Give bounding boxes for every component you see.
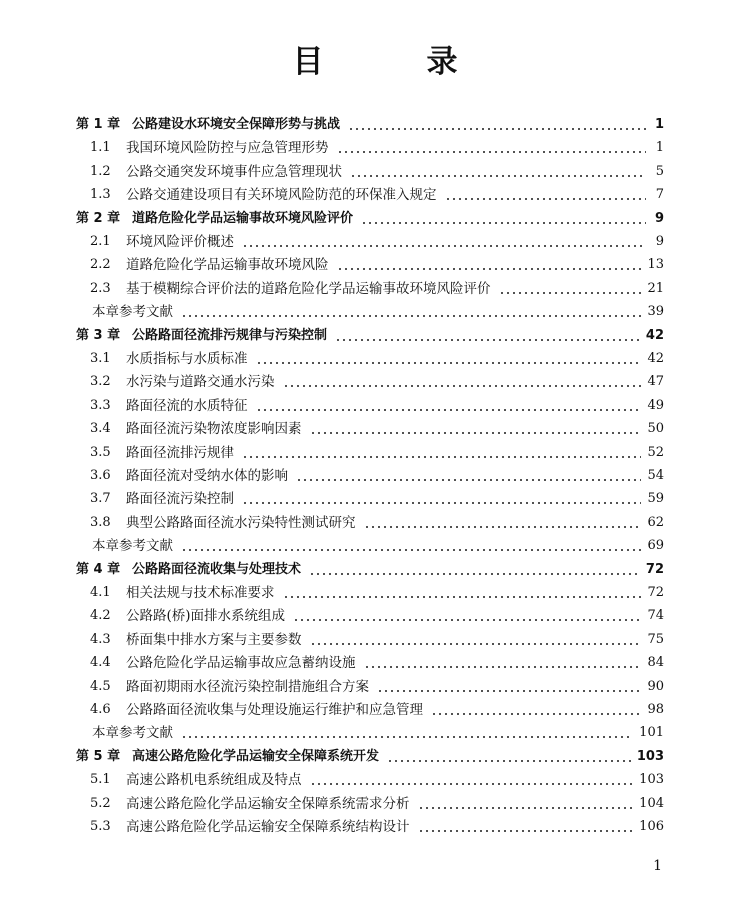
toc-section-row[interactable] bbox=[76, 414, 664, 438]
toc-entry-number: 3.7 bbox=[90, 491, 111, 507]
dot-leader bbox=[242, 456, 641, 458]
toc-section-row[interactable] bbox=[76, 391, 664, 415]
toc-entry-page: 9 bbox=[654, 210, 664, 226]
dot-leader bbox=[181, 549, 641, 551]
dot-leader bbox=[293, 619, 641, 621]
toc-entry-number: 5.2 bbox=[90, 795, 111, 811]
toc-entry-title: 公路路面径流排污规律与污染控制 bbox=[132, 327, 328, 343]
toc-entry-number: 3.1 bbox=[90, 351, 111, 366]
toc-entry-title: 路面径流的水质特征 bbox=[126, 397, 248, 414]
toc-entry-number: 1.1 bbox=[90, 140, 111, 156]
toc-chapter-row[interactable] bbox=[76, 204, 664, 228]
toc-entry-number: 第 1 章 bbox=[76, 117, 121, 132]
toc-section-row[interactable] bbox=[76, 227, 664, 251]
toc-entry-title: 高速公路危险化学品运输安全保障系统结构设计 bbox=[126, 819, 410, 835]
dot-leader bbox=[350, 175, 646, 177]
toc-section-row[interactable] bbox=[76, 812, 664, 836]
dot-leader bbox=[361, 222, 646, 224]
toc-entry-number: 4.3 bbox=[90, 631, 111, 647]
toc-entry-title: 路面径流排污规律 bbox=[126, 444, 234, 461]
toc-entry-page: 52 bbox=[647, 444, 664, 460]
toc-entry-page: 9 bbox=[655, 234, 664, 249]
toc-entry-title: 水质指标与水质标准 bbox=[126, 351, 248, 367]
toc-section-row[interactable] bbox=[76, 157, 664, 181]
toc-entry-number: 第 3 章 bbox=[76, 327, 121, 343]
toc-entry-title: 本章参考文献 bbox=[92, 538, 173, 555]
page-title: 目 录 bbox=[292, 44, 494, 80]
toc-entry-number: 1.2 bbox=[90, 163, 111, 179]
toc-section-row[interactable] bbox=[76, 250, 664, 274]
dot-leader bbox=[181, 315, 641, 317]
toc-entry-title: 本章参考文献 bbox=[92, 725, 173, 742]
dot-leader bbox=[310, 643, 642, 645]
toc-entry-number: 第 4 章 bbox=[76, 561, 121, 577]
dot-leader bbox=[377, 690, 641, 692]
toc-section-row[interactable] bbox=[76, 648, 664, 672]
dot-leader bbox=[296, 479, 641, 481]
dot-leader bbox=[364, 526, 642, 528]
toc-section-row[interactable] bbox=[76, 789, 664, 813]
dot-leader bbox=[431, 713, 641, 715]
toc-entry-page: 42 bbox=[645, 327, 664, 343]
toc-entry-page: 1 bbox=[654, 117, 664, 132]
dot-leader bbox=[256, 409, 642, 411]
toc-section-row[interactable] bbox=[76, 367, 664, 391]
toc-entry-title: 路面径流对受纳水体的影响 bbox=[126, 468, 288, 484]
dot-leader bbox=[283, 385, 642, 387]
toc-entry-number: 5.1 bbox=[90, 772, 111, 788]
toc-entry-number: 3.6 bbox=[90, 468, 111, 483]
toc-entry-number: 2.1 bbox=[90, 234, 111, 249]
toc-entry-title: 道路危险化学品运输事故环境风险 bbox=[126, 257, 329, 274]
toc-entry-title: 高速公路机电系统组成及特点 bbox=[126, 772, 302, 789]
toc-entry-title: 公路交通突发环境事件应急管理现状 bbox=[126, 163, 342, 180]
toc-entry-page: 104 bbox=[639, 795, 664, 811]
toc-entry-page: 90 bbox=[647, 678, 664, 694]
toc-entry-number: 3.4 bbox=[90, 421, 111, 437]
toc-entry-number: 5.3 bbox=[90, 819, 111, 834]
toc-entry-title: 高速公路危险化学品运输安全保障系统开发 bbox=[132, 748, 380, 764]
dot-leader bbox=[445, 198, 647, 200]
toc-entry-page: 101 bbox=[639, 725, 664, 741]
dot-leader bbox=[256, 362, 642, 364]
toc-section-row[interactable] bbox=[76, 484, 664, 508]
toc-entry-page: 74 bbox=[647, 608, 664, 624]
toc-section-row[interactable] bbox=[76, 180, 664, 204]
toc-entry-page: 62 bbox=[647, 514, 664, 530]
toc-entry-page: 84 bbox=[647, 655, 664, 671]
dot-leader bbox=[348, 128, 646, 130]
toc-section-row[interactable] bbox=[76, 578, 664, 602]
toc-entry-number: 第 5 章 bbox=[76, 748, 121, 764]
toc-entry-title: 本章参考文献 bbox=[92, 304, 173, 321]
toc-entry-title: 高速公路危险化学品运输安全保障系统需求分析 bbox=[126, 795, 410, 812]
toc-section-row[interactable] bbox=[76, 438, 664, 462]
toc-entry-page: 69 bbox=[647, 538, 664, 554]
toc-entry-page: 1 bbox=[655, 140, 664, 156]
toc-entry-title: 我国环境风险防控与应急管理形势 bbox=[126, 140, 329, 157]
toc-entry-title: 公路危险化学品运输事故应急蓄纳设施 bbox=[126, 655, 356, 672]
toc-chapter-row[interactable] bbox=[76, 110, 664, 134]
dot-leader bbox=[418, 830, 634, 832]
toc-entry-number: 2.2 bbox=[90, 257, 111, 273]
dot-leader bbox=[335, 339, 640, 341]
dot-leader bbox=[181, 736, 633, 738]
dot-leader bbox=[242, 502, 641, 504]
dot-leader bbox=[387, 760, 631, 762]
dot-leader bbox=[337, 268, 642, 270]
toc-entry-title: 公路路面径流收集与处理技术 bbox=[132, 561, 302, 577]
toc-entry-title: 路面径流污染控制 bbox=[126, 491, 234, 508]
toc-section-row[interactable] bbox=[76, 274, 664, 298]
toc-entry-title: 典型公路路面径流水污染特性测试研究 bbox=[126, 514, 356, 531]
toc-references-row[interactable] bbox=[76, 531, 664, 555]
toc-entry-number: 4.6 bbox=[90, 702, 111, 717]
toc-entry-number: 3.2 bbox=[90, 374, 111, 390]
toc-section-row[interactable] bbox=[76, 765, 664, 789]
toc-entry-page: 106 bbox=[639, 819, 664, 834]
toc-entry-number: 1.3 bbox=[90, 187, 111, 203]
toc-chapter-row[interactable] bbox=[76, 742, 664, 766]
toc-entry-title: 桥面集中排水方案与主要参数 bbox=[126, 631, 302, 648]
toc-entry-page: 54 bbox=[647, 468, 664, 483]
toc-entry-page: 5 bbox=[655, 163, 664, 179]
toc-entry-page: 39 bbox=[647, 304, 664, 320]
toc-entry-number: 4.1 bbox=[90, 585, 111, 600]
toc-entry-page: 103 bbox=[639, 772, 664, 788]
toc-entry-number: 3.5 bbox=[90, 444, 111, 460]
toc-section-row[interactable] bbox=[76, 672, 664, 696]
toc-section-row[interactable] bbox=[76, 461, 664, 485]
toc-entry-number: 2.3 bbox=[90, 280, 111, 296]
toc-entry-number: 第 2 章 bbox=[76, 210, 121, 226]
toc-references-row[interactable] bbox=[76, 718, 664, 742]
dot-leader bbox=[283, 596, 642, 598]
toc-chapter-row[interactable] bbox=[76, 321, 664, 345]
toc-entry-number: 3.8 bbox=[90, 514, 111, 530]
toc-entry-page: 103 bbox=[636, 748, 664, 764]
dot-leader bbox=[364, 666, 642, 668]
dot-leader bbox=[418, 807, 634, 809]
dot-leader bbox=[242, 245, 646, 247]
toc-entry-page: 72 bbox=[645, 561, 664, 577]
toc-entry-title: 公路路面径流收集与处理设施运行维护和应急管理 bbox=[126, 702, 423, 718]
page-number: 1 bbox=[653, 858, 662, 874]
toc-entry-page: 75 bbox=[647, 631, 664, 647]
toc-chapter-row[interactable] bbox=[76, 555, 664, 579]
toc-entry-number: 4.4 bbox=[90, 655, 111, 671]
toc-entry-title: 路面径流污染物浓度影响因素 bbox=[126, 421, 302, 438]
toc-entry-title: 相关法规与技术标准要求 bbox=[126, 585, 275, 601]
toc-section-row[interactable] bbox=[76, 695, 664, 719]
toc-entry-page: 13 bbox=[647, 257, 664, 273]
toc-entry-number: 4.2 bbox=[90, 608, 111, 624]
toc-entry-page: 21 bbox=[647, 280, 664, 296]
dot-leader bbox=[310, 432, 642, 434]
toc-entry-title: 环境风险评价概述 bbox=[126, 234, 234, 250]
toc-entry-title: 基于模糊综合评价法的道路危险化学品运输事故环境风险评价 bbox=[126, 280, 491, 297]
toc-section-row[interactable] bbox=[76, 133, 664, 157]
dot-leader bbox=[337, 151, 647, 153]
toc-entry-page: 50 bbox=[647, 421, 664, 437]
toc-references-row[interactable] bbox=[76, 297, 664, 321]
toc-entry-number: 4.5 bbox=[90, 678, 111, 694]
toc-entry-title: 路面初期雨水径流污染控制措施组合方案 bbox=[126, 678, 369, 695]
toc-section-row[interactable] bbox=[76, 601, 664, 625]
toc-entry-number: 3.3 bbox=[90, 397, 111, 413]
toc-entry-page: 59 bbox=[647, 491, 664, 507]
toc-entry-title: 道路危险化学品运输事故环境风险评价 bbox=[132, 210, 354, 226]
toc-section-row[interactable] bbox=[76, 625, 664, 649]
toc-entry-page: 47 bbox=[647, 374, 664, 390]
toc-entry-title: 公路交通建设项目有关环境风险防范的环保准入规定 bbox=[126, 187, 437, 204]
dot-leader bbox=[499, 292, 642, 294]
toc-entry-title: 公路路(桥)面排水系统组成 bbox=[126, 608, 286, 625]
toc-entry-page: 49 bbox=[647, 397, 664, 413]
toc-entry-page: 7 bbox=[655, 187, 664, 203]
toc-entry-title: 水污染与道路交通水污染 bbox=[126, 374, 275, 391]
toc-entry-page: 98 bbox=[647, 702, 664, 717]
dot-leader bbox=[309, 573, 640, 575]
toc-entry-title: 公路建设水环境安全保障形势与挑战 bbox=[132, 117, 341, 132]
dot-leader bbox=[310, 783, 634, 785]
toc-section-row[interactable] bbox=[76, 344, 664, 368]
toc-section-row[interactable] bbox=[76, 508, 664, 532]
toc-entry-page: 42 bbox=[647, 351, 664, 366]
toc-entry-page: 72 bbox=[647, 585, 664, 600]
